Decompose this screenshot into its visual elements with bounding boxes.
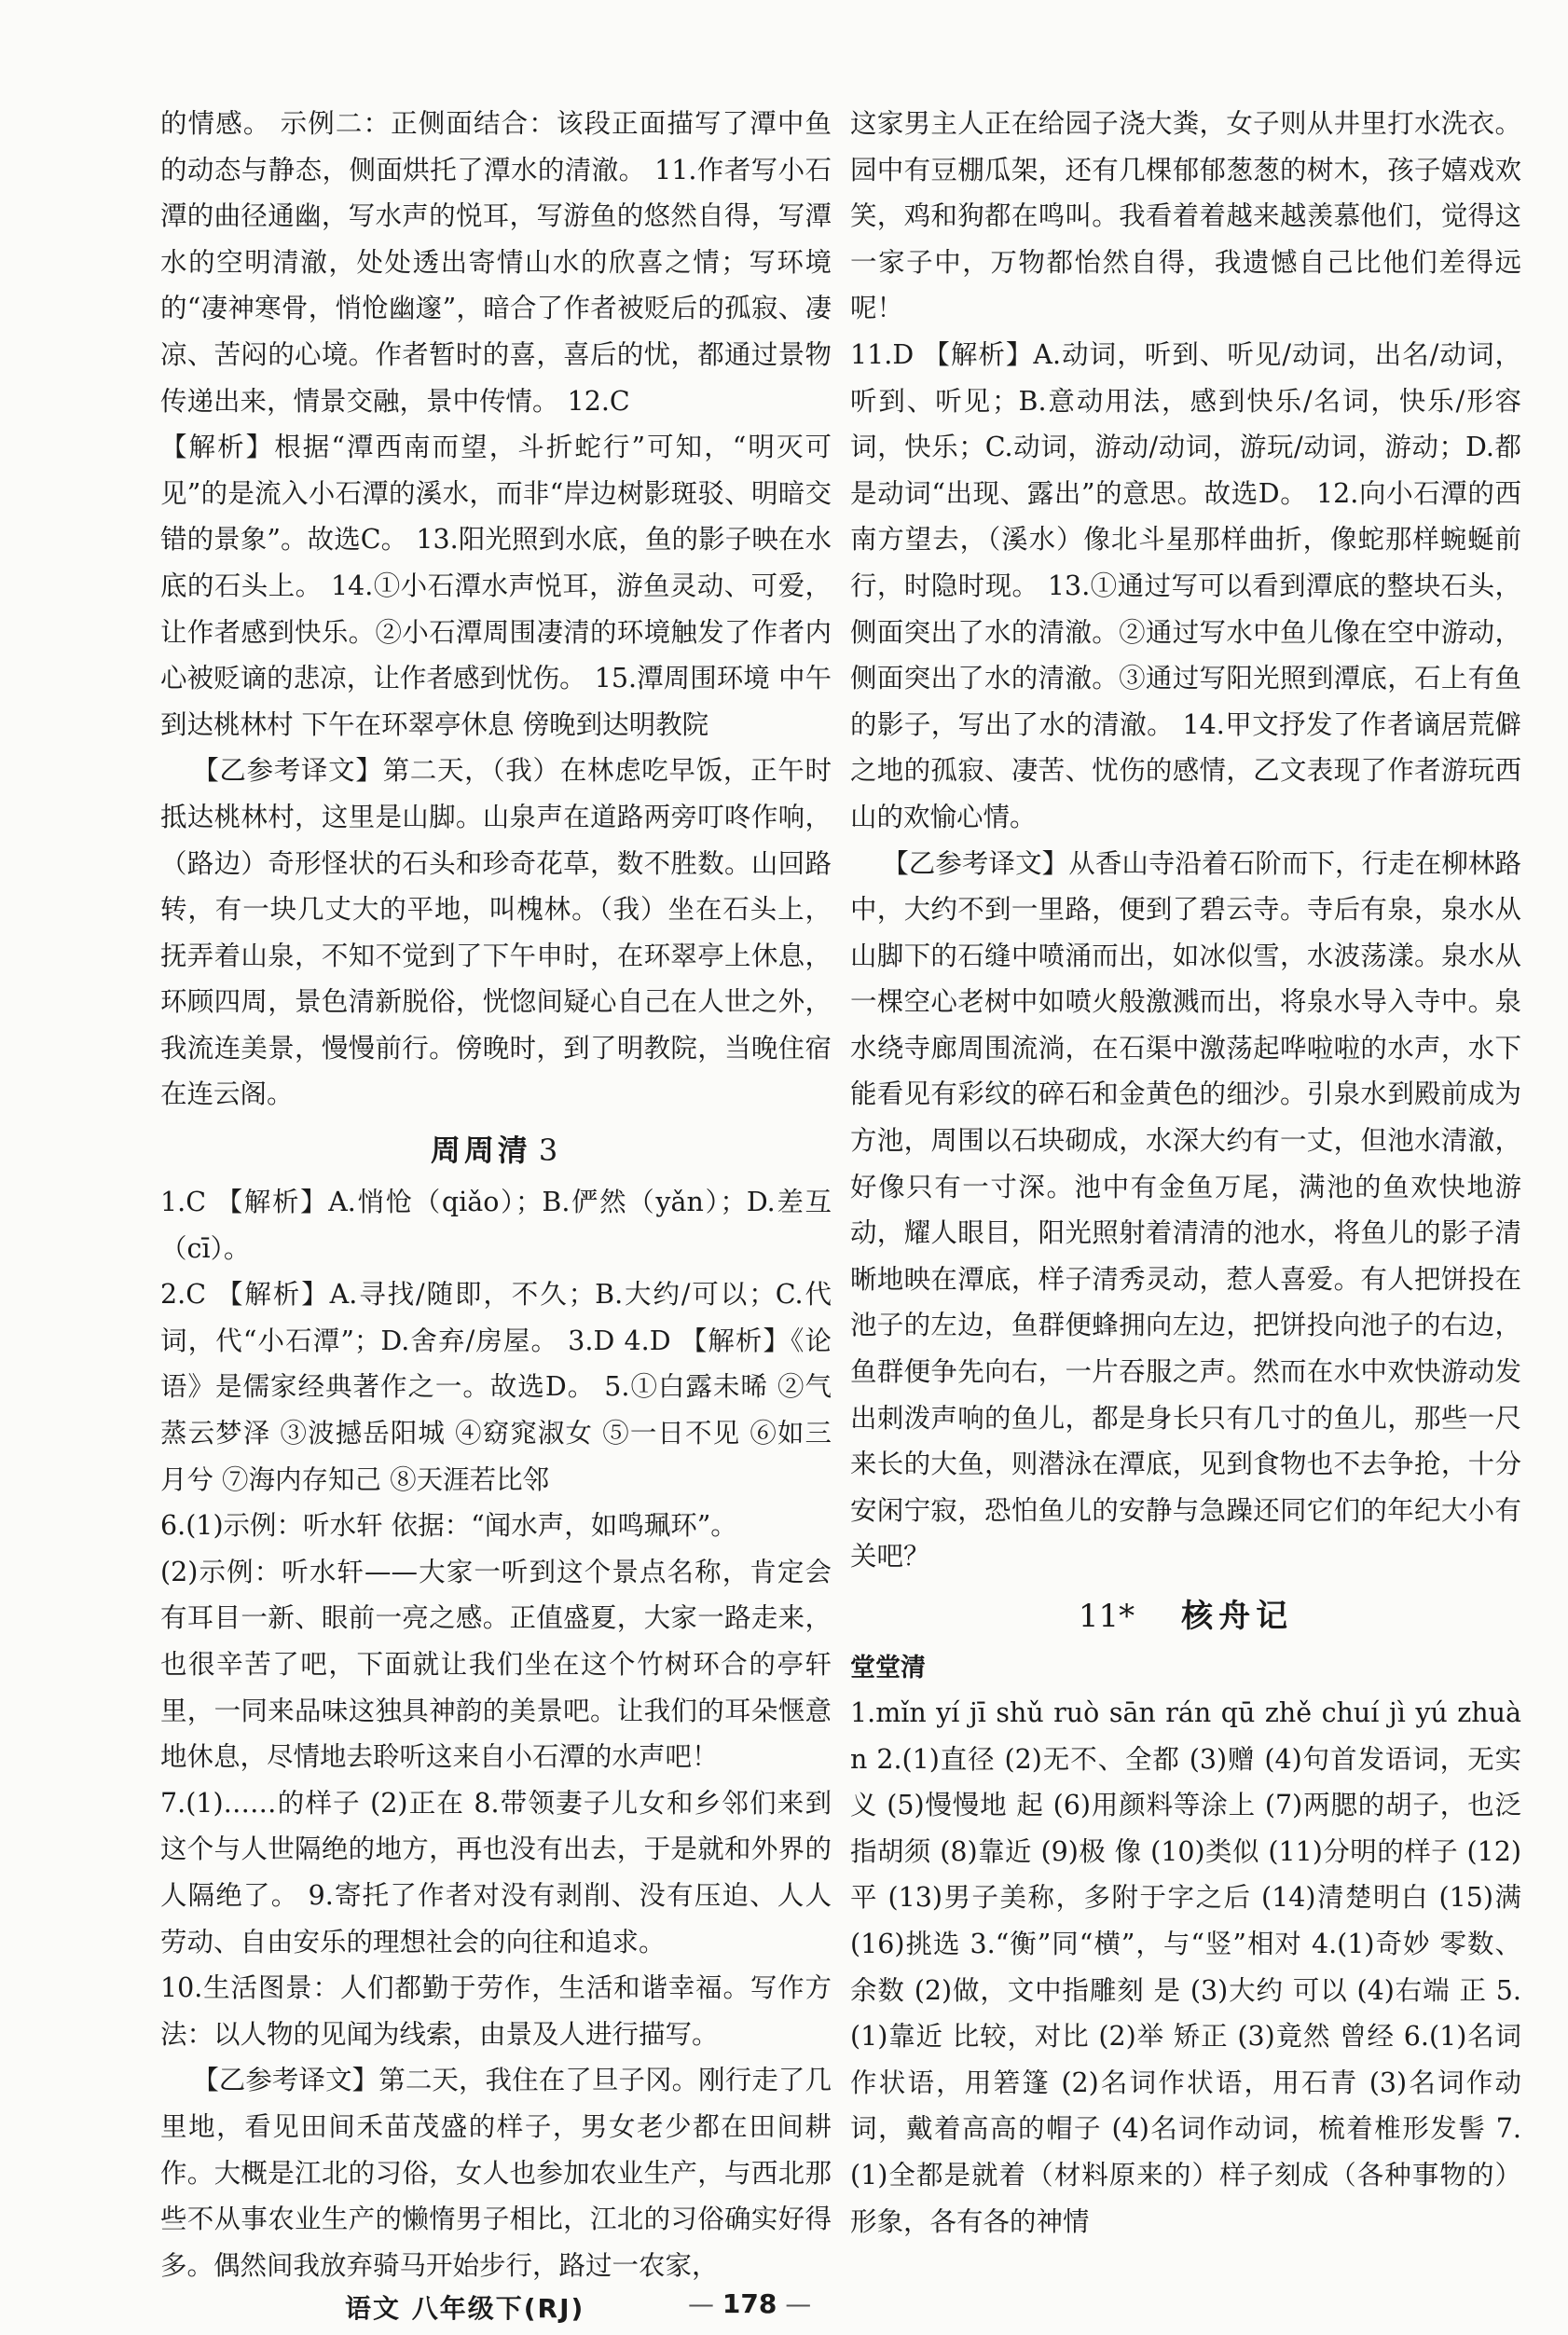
page-number-value: 178 [722, 2288, 777, 2319]
answer-paragraph: 2.C 【解析】A.寻找/随即，不久；B.大约/可以；C.代词，代“小石潭”；D.舍弃/房屋。 3.D 4.D 【解析】《论语》是儒家经典著作之一。故选D。 5.①白露未晞 ②气蒸云梦泽 ③波撼岳阳城 ④窈窕淑女 ⑤一日不见 ⑥如三月兮 ⑦海内存知己 ⑧天涯若比邻 [160, 1279, 832, 1495]
section-title [160, 1121, 832, 1179]
page-number: — 178 — [688, 2288, 812, 2319]
answer-paragraph: 7.(1)……的样子 (2)正在 8.带领妻子儿女和乡邻们来到这个与人世隔绝的地方，再也没有出去，于是就和外界的人隔绝了。 9.寄托了作者对没有剥削、没有压迫、人人劳动、自由安乐的理想社会的向往和追求。 [160, 1787, 832, 1957]
answer-paragraph: 1.C 【解析】A.悄怆（qiǎo）；B.俨然（yǎn）；D.差互（cī）。 [160, 1187, 832, 1264]
answer-paragraph: 的情感。 示例二：正侧面结合：该段正面描写了潭中鱼的动态与静态，侧面烘托了潭水的清澈。 11.作者写小石潭的曲径通幽，写水声的悦耳，写游鱼的悠然自得，写潭水的空明清澈，处处透出寄情山水的欣喜之情；写环境的“凄神寒骨，悄怆幽邃”，暗合了作者被贬后的孤寂、凄凉、苦闷的心境。作者暂时的喜，喜后的忧，都通过景物传递出来，情景交融，景中传情。 12.C [160, 108, 832, 417]
page-footer [0, 2288, 1568, 2326]
lesson-name: 核舟记 [1181, 1598, 1294, 1635]
translation-paragraph: 【乙参考译文】第二天，我住在了旦子冈。刚行走了几里地，看见田间禾苗茂盛的样子，男女老少都在田间耕作。大概是江北的习俗，女人也参加农业生产，与西北那些不从事农业生产的懒惰男子相比，江北的习俗确实好得多。偶然间我放弃骑马开始步行，路过一农家， [160, 2065, 832, 2281]
answer-paragraph: 10.生活图景：人们都勤于劳作，生活和谐幸福。写作方法：以人物的见闻为线索，由景及人进行描写。 [160, 1972, 832, 2050]
lesson-title [850, 1586, 1521, 1647]
lesson-number: 11* [1078, 1598, 1135, 1635]
answer-paragraph: (2)示例：听水轩——大家一听到这个景点名称，肯定会有耳目一新、眼前一亮之感。正值盛夏，大家一路走来，也很辛苦了吧，下面就让我们坐在这个竹树环合的亭轩里，一同来品味这独具神韵的美景吧。让我们的耳朵惬意地休息，尽情地去聆听这来自小石潭的水声吧！ [160, 1556, 832, 1773]
left-column [160, 101, 832, 2288]
subsection-heading: 堂堂清 [850, 1654, 926, 1683]
footer-subject: 语文 八年级下(RJ) [345, 2293, 585, 2324]
right-column [850, 101, 1521, 2245]
answer-paragraph: 6.(1)示例：听水轩 依据：“闻水声，如鸣珮环”。 [160, 1510, 737, 1542]
answer-paragraph: 【解析】根据“潭西南而望，斗折蛇行”可知，“明灭可见”的是流入小石潭的溪水，而非“岸边树影斑驳、明暗交错的景象”。故选C。 13.阳光照到水底，鱼的影子映在水底的石头上。 14.①小石潭水声悦耳，游鱼灵动、可爱，让作者感到快乐。②小石潭周围凄清的环境触发了作者内心被贬谪的悲凉，让作者感到忧伤。 15.潭周围环境 中午到达桃林村 下午在环翠亭休息 傍晚到达明教院 [160, 432, 832, 740]
answer-paragraph: 11.D 【解析】A.动词，听到、听见/动词，出名/动词，听到、听见；B.意动用法，感到快乐/名词，快乐/形容词，快乐；C.动词，游动/动词，游玩/动词，游动；D.都是动词“出现、露出”的意思。故选D。 12.向小石潭的西南方望去，（溪水）像北斗星那样曲折，像蛇那样蜿蜒前行，时隐时现。 13.①通过写可以看到潭底的整块石头，侧面突出了水的清澈。②通过写水中鱼儿像在空中游动，侧面突出了水的清澈。③通过写阳光照到潭底，石上有鱼的影子，写出了水的清澈。 14.甲文抒发了作者谪居荒僻之地的孤寂、凄苦、忧伤的感情，乙文表现了作者游玩西山的欢愉心情。 [850, 338, 1521, 832]
translation-paragraph: 【乙参考译文】从香山寺沿着石阶而下，行走在柳林路中，大约不到一里路，便到了碧云寺。寺后有泉，泉水从山脚下的石缝中喷涌而出，如冰似雪，水波荡漾。泉水从一棵空心老树中如喷火般激溅而出，将泉水导入寺中。泉水绕寺廊周围流淌，在石渠中激荡起哗啦啦的水声，水下能看见有彩纹的碎石和金黄色的细沙。引泉水到殿前成为方池，周围以石块砌成，水深大约有一丈，但池水清澈，好像只有一寸深。池中有金鱼万尾，满池的鱼欢快地游动，耀人眼目，阳光照射着清清的池水，将鱼儿的影子清晰地映在潭底，样子清秀灵动，惹人喜爱。有人把饼投在池子的左边，鱼群便蜂拥向左边，把饼投向池子的右边，鱼群便争先向右，一片吞服之声。然而在水中欢快游动发出刺泼声响的鱼儿，都是身长只有几寸的鱼儿，那些一尺来长的大鱼，则潜泳在潭底，见到食物也不去争抢，十分安闲宁寂，恐怕鱼儿的安静与急躁还同它们的年纪大小有关吧？ [850, 847, 1521, 1573]
answer-paragraph: 1.mǐn yí jī shǔ ruò sān rán qū zhě chuí jì yú zhuàn 2.(1)直径 (2)无不、全都 (3)赠 (4)句首发语词，无实义 (5)慢慢地 起 (6)用颜料等涂上 (7)两腮的胡子，也泛指胡须 (8)靠近 (9)极 像 (10)类似 (11)分明的样子 (12)平 (13)男子美称，多附于字之后 (14)清楚明白 (15)满 (16)挑选 3.“衡”同“横”，与“竖”相对 4.(1)奇妙 零数、余数 (2)做，文中指雕刻 是 (3)大约 可以 (4)右端 正 5.(1)靠近 比较，对比 (2)举 矫正 (3)竟然 曾经 6.(1)名词作状语，用箬篷 (2)名词作状语，用石青 (3)名词作动词，戴着高高的帽子 (4)名词作动词，梳着椎形发髻 7.(1)全都是就着（材料原来的）样子刻成（各种事物的）形象，各有各的神情 [850, 1697, 1521, 2237]
translation-paragraph: 【乙参考译文】第二天，（我）在林虑吃早饭，正午时抵达桃林村，这里是山脚。山泉声在道路两旁叮咚作响，（路边）奇形怪状的石头和珍奇花草，数不胜数。山回路转，有一块几丈大的平地，叫槐林。（我）坐在石头上，抚弄着山泉，不知不觉到了下午申时，在环翠亭上休息，环顾四周，景色清新脱俗，恍惚间疑心自己在人世之外，我流连美景，慢慢前行。傍晚时，到了明教院，当晚住宿在连云阁。 [160, 755, 832, 1110]
translation-paragraph: 这家男主人正在给园子浇大粪，女子则从井里打水洗衣。园中有豆棚瓜架，还有几棵郁郁葱葱的树木，孩子嬉戏欢笑，鸡和狗都在鸣叫。我看着着越来越羡慕他们，觉得这一家子中，万物都怡然自得，我遗憾自己比他们差得远呢！ [850, 108, 1521, 324]
section-number: 3 [538, 1133, 562, 1169]
section-title-text: 周周清 [430, 1133, 531, 1169]
